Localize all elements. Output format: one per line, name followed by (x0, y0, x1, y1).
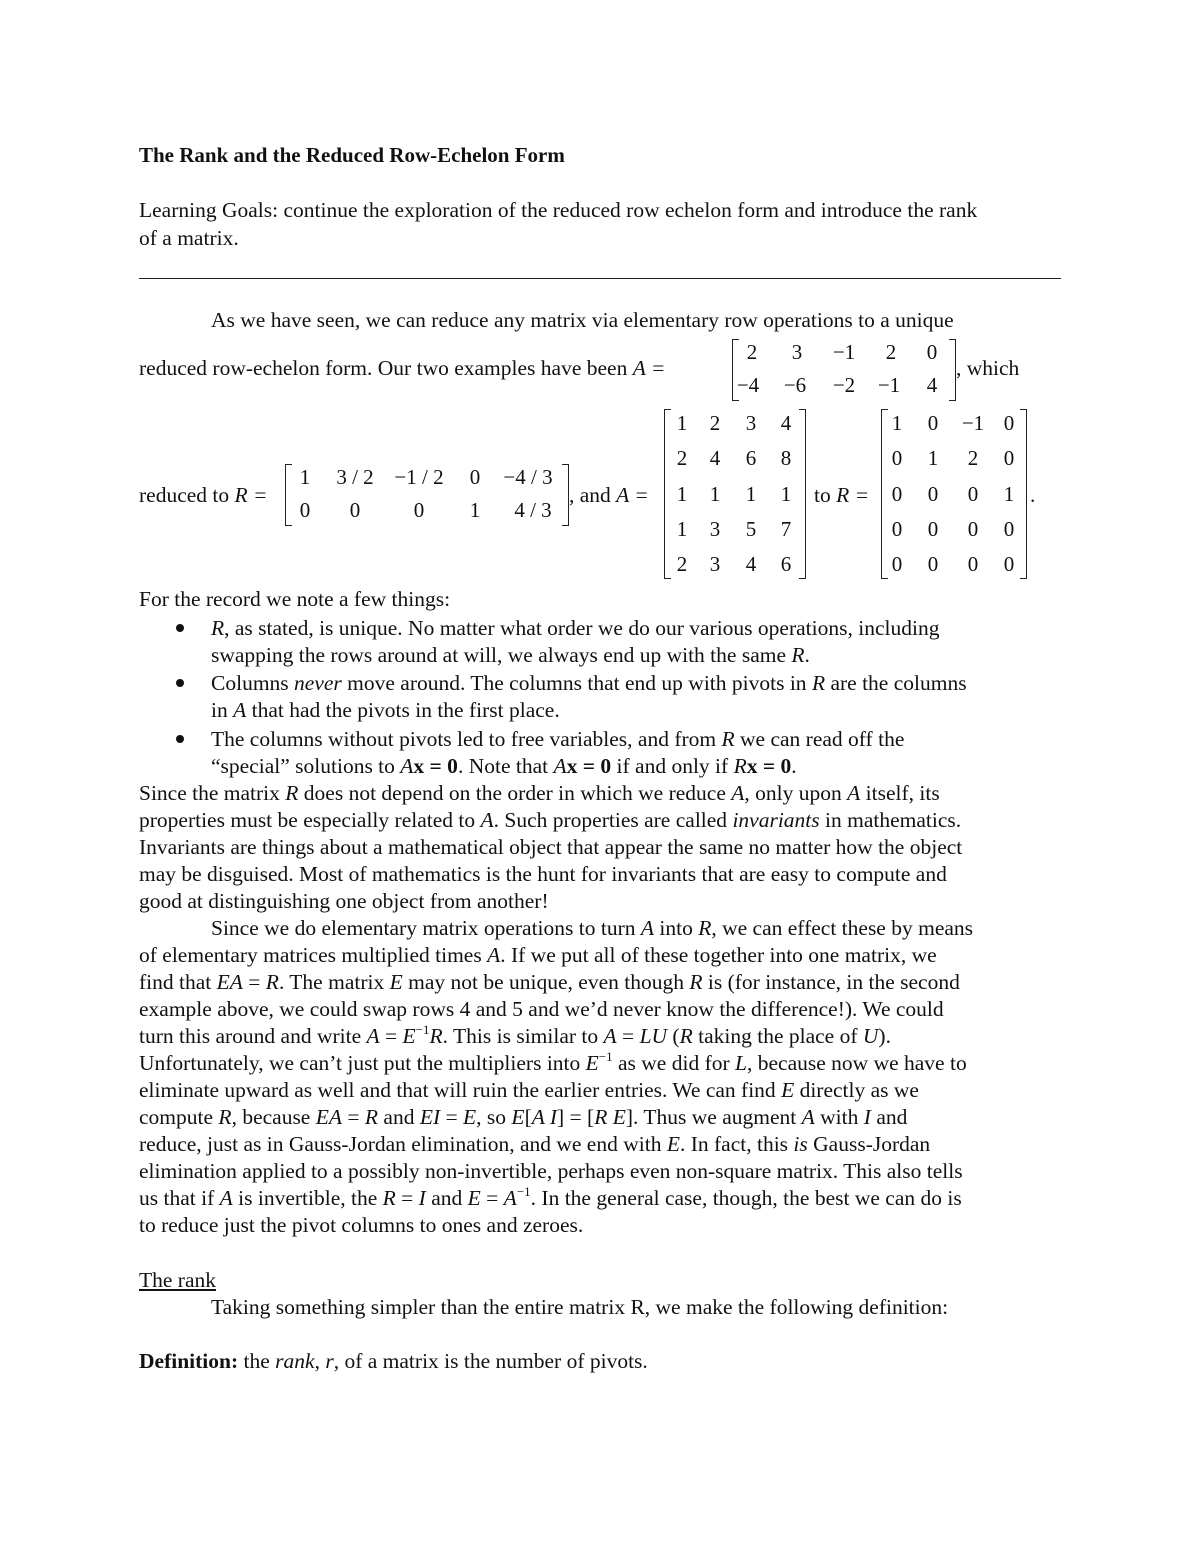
matrix-cell: 0 (1003, 411, 1015, 435)
matrix-cell: −1 (961, 411, 985, 435)
para1-line-4: may be disguised. Most of mathematics is the hunt for invariants that are easy to compute and (139, 862, 947, 886)
matrix-cell: 1 (927, 446, 939, 470)
matrix-cell: 1 (676, 517, 688, 541)
para2-line-8: compute R, because EA = R and EI = E, so E[A I] = [R E]. Thus we augment A with I and (139, 1105, 908, 1129)
matrix-cell: 0 (927, 517, 939, 541)
matrix-cell: 4 (926, 373, 938, 397)
matrix-cell: −1 (832, 340, 856, 364)
and-A-label: , and A = (569, 483, 649, 507)
bullet-1-line-1: R, as stated, is unique. No matter what order we do our various operations, including (211, 616, 940, 640)
matrix-cell: 0 (349, 498, 361, 522)
definition-rank: Definition: the rank, r, of a matrix is the number of pivots. (139, 1349, 648, 1373)
para2-line-5: turn this around and write $A = E^{-1}R$. This is similar to A = LU (R taking the place of U). (139, 1022, 891, 1048)
rank-intro-line: Taking something simpler than the entire matrix R, we make the following definition: (211, 1295, 949, 1319)
matrix-cell: 1 (299, 465, 311, 489)
para2-line-7: eliminate upward as well and that will ruin the earlier entries. We can find E directly as we (139, 1078, 919, 1102)
para1-line-3: Invariants are things about a mathematical object that appear the same no matter how the object (139, 835, 963, 859)
matrix-cell: 4 (709, 446, 721, 470)
matrix-cell: 2 (676, 446, 688, 470)
matrix-bracket-right (799, 409, 806, 579)
matrix-cell: 8 (780, 446, 792, 470)
bullet-icon (176, 624, 184, 632)
para2-line-10: elimination applied to a possibly non-invertible, perhaps even non-square matrix. This also tells (139, 1159, 963, 1183)
matrix-cell: 1 (891, 411, 903, 435)
matrix-cell: 4 (780, 411, 792, 435)
matrix-cell: −2 (832, 373, 856, 397)
matrix-cell: 2 (885, 340, 897, 364)
matrix-bracket-left (664, 409, 671, 579)
matrix-cell: 0 (967, 552, 979, 576)
para2-line-9: reduce, just as in Gauss-Jordan elimination, and we end with E. In fact, this is Gauss-Jordan (139, 1132, 931, 1156)
matrix-bracket-right (949, 339, 956, 401)
matrix-cell: 1 (780, 482, 792, 506)
matrix-cell: −4 (736, 373, 760, 397)
matrix-cell: 0 (891, 552, 903, 576)
matrix-bracket-left (881, 409, 888, 579)
matrix-cell: 0 (413, 498, 425, 522)
matrix-cell: 4 (745, 552, 757, 576)
matrix-R2 (881, 409, 1027, 579)
matrix-cell: −1 / 2 (394, 465, 444, 489)
matrix-cell: 2 (967, 446, 979, 470)
para2-line-12: to reduce just the pivot columns to ones and zeroes. (139, 1213, 584, 1237)
matrix-cell: 0 (927, 482, 939, 506)
matrix-A2 (664, 409, 806, 579)
matrix-bracket-right (1020, 409, 1027, 579)
matrix-cell: 7 (780, 517, 792, 541)
matrix-cell: 0 (1003, 446, 1015, 470)
bullet-3-line-1: The columns without pivots led to free variables, and from R we can read off the (211, 727, 905, 751)
record-lead: For the record we note a few things: (139, 587, 451, 611)
matrix-cell: −6 (783, 373, 807, 397)
matrix-bracket-right (562, 464, 569, 526)
matrix-cell: 2 (709, 411, 721, 435)
matrix-bracket-left (285, 464, 292, 526)
para2-line-4: example above, we could swap rows 4 and 5 and we’d never know the difference!). We could (139, 997, 944, 1021)
matrix-cell: 5 (745, 517, 757, 541)
matrix-cell: 0 (891, 517, 903, 541)
bullet-2-line-1: Columns never move around. The columns that end up with pivots in R are the columns (211, 671, 967, 695)
bullet-icon (176, 679, 184, 687)
para1-line-1: Since the matrix R does not depend on the order in which we reduce A, only upon A itself, its (139, 781, 940, 805)
section-divider (139, 278, 1061, 279)
matrix-cell: 0 (1003, 517, 1015, 541)
bullet-2-line-2: in A that had the pivots in the first place. (211, 698, 560, 722)
matrix-cell: 6 (745, 446, 757, 470)
matrix-cell: 3 (709, 517, 721, 541)
matrix-cell: 0 (891, 446, 903, 470)
matrix-cell: 6 (780, 552, 792, 576)
para1-line-5: good at distinguishing one object from another! (139, 889, 549, 913)
para2-line-11: us that if A is invertible, the R = I and $E = A^{-1}$. In the general case, though, the best we can do is (139, 1184, 962, 1210)
para2-line-3: find that EA = R. The matrix E may not be unique, even though R is (for instance, in the second (139, 970, 960, 994)
matrix-cell: 3 / 2 (336, 465, 374, 489)
intro-which: , which (956, 356, 1020, 380)
matrix-cell: 1 (676, 482, 688, 506)
matrix-cell: 3 (709, 552, 721, 576)
matrix-cell: 0 (967, 482, 979, 506)
bullet-1-line-2: swapping the rows around at will, we always end up with the same R. (211, 643, 810, 667)
para2-line-6: Unfortunately, we can’t just put the multipliers into $E^{-1}$ as we did for L, because now we have to (139, 1049, 967, 1075)
section-heading-rank: The rank (139, 1268, 217, 1292)
learning-goals-line-2: of a matrix. (139, 226, 239, 250)
matrix-cell: 3 (791, 340, 803, 364)
matrix-cell: 0 (891, 482, 903, 506)
matrix-cell: 4 / 3 (514, 498, 552, 522)
bullet-3-line-2: “special” solutions to Ax = 0. Note that Ax = 0 if and only if Rx = 0. (211, 754, 797, 778)
learning-goals-line-1: Learning Goals: continue the exploration of the reduced row echelon form and introduce the rank (139, 198, 978, 222)
matrix-cell: 2 (746, 340, 758, 364)
matrix-cell: 1 (1003, 482, 1015, 506)
bullet-icon (176, 735, 184, 743)
matrix-cell: 2 (676, 552, 688, 576)
matrix-cell: 0 (926, 340, 938, 364)
matrix-R1 (285, 464, 569, 526)
matrix-period: . (1030, 483, 1036, 507)
matrix-cell: 0 (469, 465, 481, 489)
para2-line-2: of elementary matrices multiplied times A. If we put all of these together into one matrix, we (139, 943, 937, 967)
matrix-cell: 1 (676, 411, 688, 435)
matrix-cell: 0 (967, 517, 979, 541)
para1-line-2: properties must be especially related to A. Such properties are called invariants in mathematics. (139, 808, 962, 832)
matrix-A1 (732, 339, 956, 401)
intro-line-1: As we have seen, we can reduce any matrix via elementary row operations to a unique (211, 308, 954, 332)
to-R-label: to R = (814, 483, 870, 507)
matrix-cell: 1 (469, 498, 481, 522)
matrix-cell: 0 (927, 411, 939, 435)
matrix-cell: −1 (877, 373, 901, 397)
matrix-cell: 1 (709, 482, 721, 506)
matrix-cell: 0 (1003, 552, 1015, 576)
reduced-to-label: reduced to R = (139, 483, 268, 507)
matrix-cell: 0 (299, 498, 311, 522)
matrix-cell: 3 (745, 411, 757, 435)
matrix-cell: 1 (745, 482, 757, 506)
matrix-cell: 0 (927, 552, 939, 576)
matrix-cell: −4 / 3 (503, 465, 553, 489)
page-title: The Rank and the Reduced Row-Echelon Form (139, 143, 565, 167)
para2-line-1: Since we do elementary matrix operations to turn A into R, we can effect these by means (211, 916, 974, 940)
intro-line-2: reduced row-echelon form. Our two examples have been A = (139, 356, 666, 380)
